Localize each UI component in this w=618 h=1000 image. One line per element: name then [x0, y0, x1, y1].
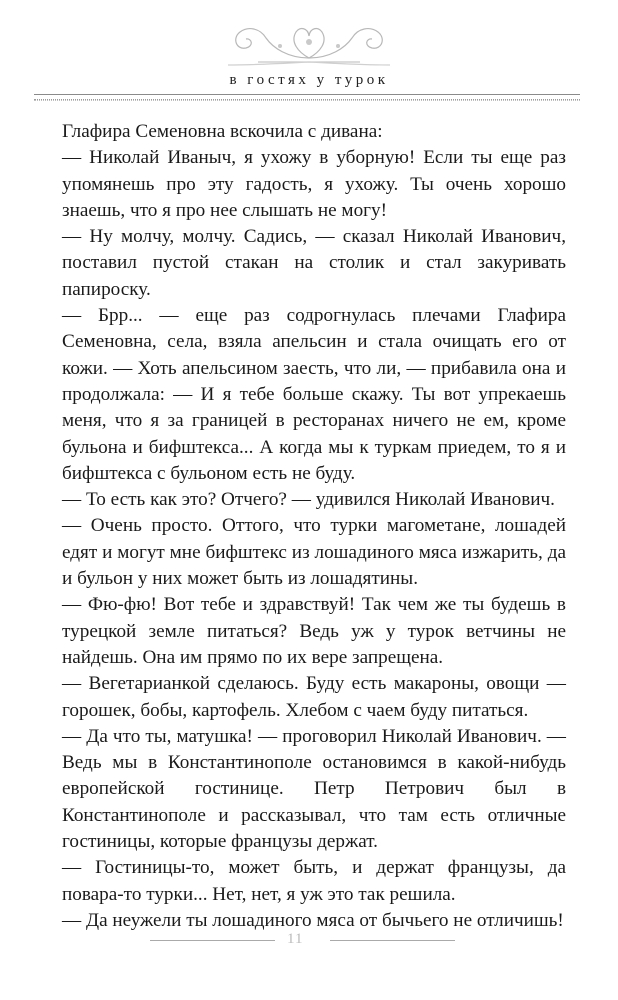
running-head: в гостях у турок: [229, 72, 389, 88]
paragraph: — Да что ты, матушка! — проговорил Николай Иванович. — Ведь мы в Константинополе остановимся в какой-нибудь европейской гостинице. Петр Петрович был в Константинополе и рассказывал, что там есть отличные гостиницы, которые французы держат.: [62, 725, 566, 853]
paragraph: — Брр... — еще раз содрогнулась плечами Глафира Семеновна, села, взяла апельсин и стала очищать его от кожи. — Хоть апельсином заесть, что ли, — прибавила она и продолжала: — И я тебе больше скажу. Ты вот упрекаешь меня, что я за границей в ресторанах ничего не ем, кроме бульона и бифштекса... А когда мы к туркам приедем, то я и бифштекса с бульоном есть не буду.: [62, 305, 566, 484]
paragraph: — Очень просто. Оттого, что турки магометане, лошадей едят и могут мне бифштекс из лошадиного мяса изжарить, да и бульон у них может быть из лошадятины.: [62, 515, 566, 590]
paragraph: — Гостиницы-то, может быть, и держат французы, да повара-то турки... Нет, нет, я уж это так решила.: [62, 857, 566, 905]
header-rule-dotted: [34, 100, 580, 101]
footer-rule-right: [330, 940, 455, 941]
body-text: [62, 119, 566, 934]
paragraph: — То есть как это? Отчего? — удивился Николай Иванович.: [62, 489, 555, 511]
paragraph: — Да неужели ты лошадиного мяса от бычьего не отличишь!: [62, 909, 564, 931]
paragraph: — Вегетарианкой сделаюсь. Буду есть макароны, овощи — горошек, бобы, картофель. Хлебом с чаем буду питаться.: [62, 673, 566, 721]
footer-rule-left: [150, 940, 275, 941]
paragraph: — Николай Иваныч, я ухожу в уборную! Если ты еще раз упомянешь про эту гадость, я ухожу. Ты очень хорошо знаешь, что я про нее слышать не могу!: [62, 147, 566, 221]
paragraph: Глафира Семеновна вскочила с дивана:: [62, 121, 383, 142]
page-footer: [0, 925, 618, 965]
ornament-icon: [218, 18, 400, 70]
paragraph: — Ну молчу, молчу. Садись, — сказал Николай Иванович, поставил пустой стакан на столик и стал закуривать папироску.: [62, 226, 566, 300]
page-header: [0, 0, 618, 110]
page-number: 11: [287, 931, 304, 947]
paragraph: — Фю-фю! Вот тебе и здравствуй! Так чем же ты будешь в турецкой земле питаться? Ведь уж у турок ветчины не найдешь. Она им прямо по их вере запрещена.: [62, 594, 566, 668]
